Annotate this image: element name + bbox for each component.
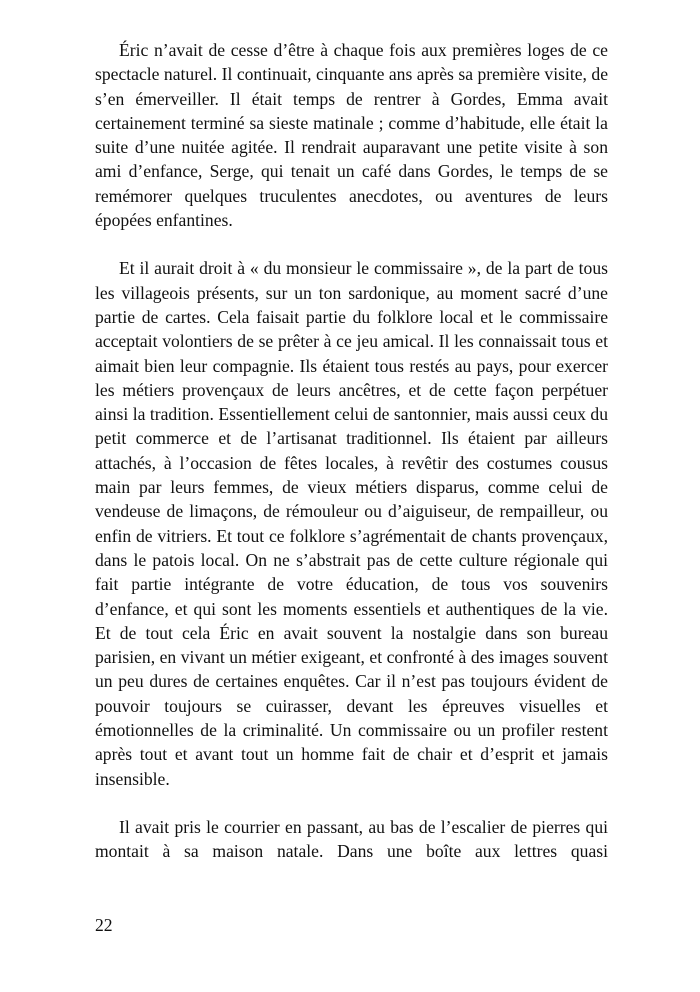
page-number: 22 [95,915,113,935]
page-body [95,38,608,864]
paragraph-1: Éric n’avait de cesse d’être à chaque fois aux premières loges de ce spectacle naturel. Il continuait, cinquante ans après sa première visite, de s’en émerveiller. Il était temps de rentrer à Gordes, Emma avait certainement terminé sa sieste matinale ; comme d’habitude, elle était la suite d’une nuitée agitée. Il rendrait auparavant une petite visite à son ami d’enfance, Serge, qui tenait un café dans Gordes, le temps de se remémorer quelques truculentes anecdotes, ou aventures de leurs épopées enfantines. [95,40,608,231]
paragraph-3: Il avait pris le courrier en passant, au bas de l’escalier de pierres qui montait à sa maison natale. Dans une boîte aux lettres quasi [95,816,608,862]
paragraph-2: Et il aurait droit à « du monsieur le commissaire », de la part de tous les villageois présents, sur un ton sardonique, au moment sacré d’une partie de cartes. Cela faisait partie du folklore local et le commissaire acceptait volontiers de se prêter à ce jeu amical. Il les connaissait tous et aimait bien leur compagnie. Ils étaient tous restés au pays, pour exercer les métiers provençaux de leurs ancêtres, et de cette façon perpétuer ainsi la tradition. Essentiellement celui de santonnier, mais aussi ceux du petit commerce et de l’artisanat traditionnel. Ils étaient par ailleurs attachés, à l’occasion de fêtes locales, à revêtir des costumes cousus main par leurs femmes, de vieux métiers disparus, comme celui de vendeuse de limaçons, de rémouleur ou d’aiguiseur, de rempailleur, ou enfin de vitriers. Et tout ce folklore s’agrémentait de chants provençaux, dans le patois local. On ne s’abstrait pas de cette culture régionale qui fait partie intégrante de votre éducation, de tous vos souvenirs d’enfance, et qui sont les moments essentiels et authentiques de la vie. Et de tout cela Éric en avait souvent la nostalgie dans son bureau parisien, en vivant un métier exigeant, et confronté à des images souvent un peu dures de certaines enquêtes. Car il n’est pas toujours évident de pouvoir toujours se cuirasser, devant les épreuves visuelles et émotionnelles de la criminalité. Un commissaire ou un profiler restent après tout et avant tout un homme fait de chair et d’esprit et jamais insensible. [95,258,608,789]
